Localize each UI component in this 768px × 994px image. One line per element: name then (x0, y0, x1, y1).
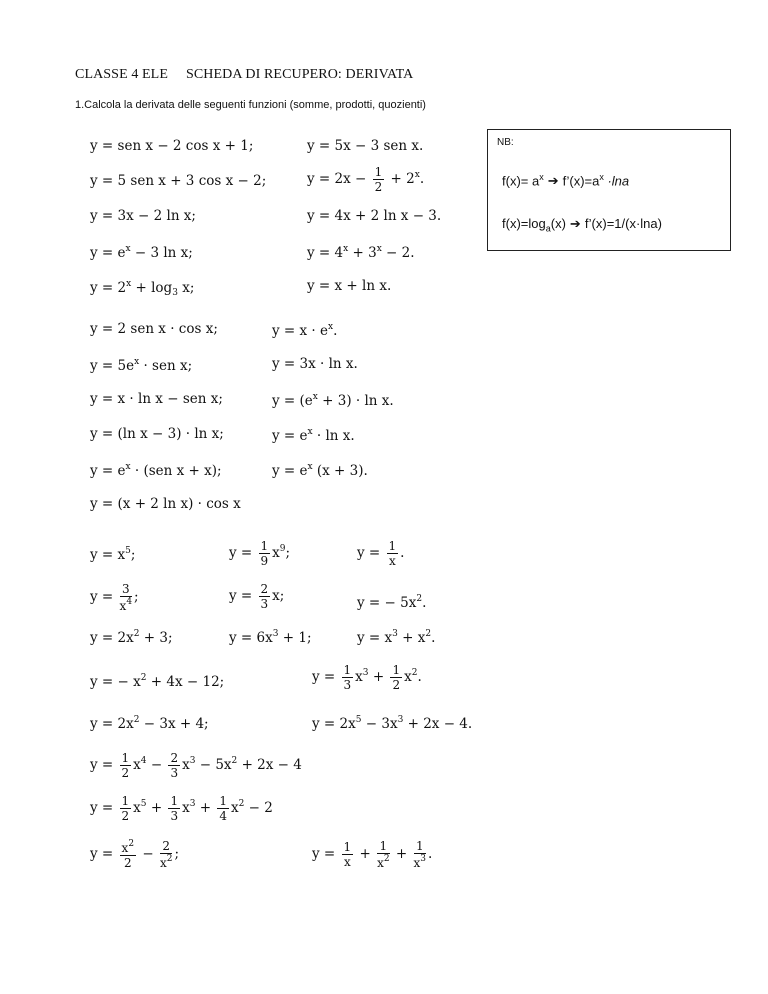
formula: $y = 6x^3 + 1$; (229, 629, 312, 646)
formula: $y = e^x \cdot \ln x$. (272, 427, 355, 444)
formula: y = − $5x^2$. (357, 594, 427, 611)
nb-rule-exponential: $f(x)= a^x$ ➔ $f’(x)=a^x \cdot\ln a$ (502, 172, 630, 189)
formula: y = x · ln x − sen x; (90, 391, 223, 407)
nb-rule-logarithm: $f(x)=\log_a(x)$ ➔ f’(x)=1/(x·lna) (502, 216, 662, 234)
formula: $y = e^x \cdot (sen$ x + x); (90, 462, 222, 479)
formula: $y = 5e^x$ · sen x; (90, 357, 193, 374)
formula: y = (x + 2 ln x) · cos x (90, 496, 241, 512)
formula: y = 3x − 2 ln x; (90, 208, 196, 224)
formula: $y = 2^x + \log_3 x$; (90, 279, 195, 298)
formula: $y = 2x^2 - 3x + 4$; (90, 715, 209, 732)
class-label: CLASSE 4 ELE (75, 67, 168, 82)
formula: $y = (e^x + 3) \cdot \ln x$. (272, 392, 394, 409)
formula: y = 4x + 2 ln x − 3. (307, 208, 442, 224)
formula: $y = e^x - 3$ ln x; (90, 244, 193, 261)
arrow-icon: ➔ (569, 216, 581, 231)
nb-label: NB: (497, 137, 514, 148)
formula: y = − $x^2 + 4x - 12$; (90, 673, 225, 690)
formula: y = $\frac{x^2}{2}$ − $\frac{2}{x^2}$ ; (90, 839, 180, 870)
formula: y = x + ln x. (307, 278, 392, 294)
exercise-instruction: 1.Calcola la derivata delle seguenti funzioni (somme, prodotti, quozienti) (75, 99, 426, 111)
formula: $y = 4^x + 3^x - 2$. (307, 244, 415, 261)
formula: y = $\frac{1}{x}$ . (357, 539, 405, 568)
formula: y = 5x − 3 sen x. (307, 138, 424, 154)
formula: $y = x \cdot e^x$. (272, 322, 338, 339)
formula: y = $\frac{1}{2}$ $x^4$ − $\frac{2}{3}$ $x^3 - 5x^2 + 2x - 4$ (90, 751, 302, 780)
formula: y = $\frac{1}{9}$ $x^9$; (229, 539, 291, 568)
formula: y = 2 sen x · cos x; (90, 321, 218, 337)
formula: y = $\frac{1}{3}$ $x^3$ + $\frac{1}{2}$ $x^2$. (312, 663, 422, 692)
formula: y = $\frac{3}{x^4}$ ; (90, 582, 139, 613)
worksheet-title: SCHEDA DI RECUPERO: DERIVATA (185, 67, 414, 82)
formula: y = 3x · ln x. (272, 356, 358, 372)
arrow-icon: ➔ (547, 173, 559, 189)
formula: y = sen x − 2 cos x + 1; (90, 138, 254, 154)
formula: $y = x^3 + x^2$. (357, 629, 436, 646)
formula: $y = 2x^2 + 3$; (90, 629, 173, 646)
worksheet-header (75, 67, 413, 83)
formula: y = $\frac{1}{2}$ $x^5$ + $\frac{1}{3}$ $x^3$ + $\frac{1}{4}$ $x^2 - 2$ (90, 794, 273, 823)
formula: y = (ln x − 3) · ln x; (90, 426, 224, 442)
formula: $y = 2x^5 - 3x^3 + 2x - 4$. (312, 715, 473, 732)
formula: y = 2x − $\frac{1}{2}$ + $2^x$. (307, 165, 425, 194)
nb-box (487, 129, 731, 251)
formula: $y = x^5$; (90, 546, 136, 563)
formula: y = 5 sen x + 3 cos x − 2; (90, 173, 267, 189)
formula: y = $\frac{2}{3}$ x; (229, 582, 285, 611)
formula: $y = e^x$ (x + 3). (272, 462, 368, 479)
formula: y = $\frac{1}{x}$ + $\frac{1}{x^2}$ + $\frac{1}{x^3}$ . (312, 839, 433, 870)
